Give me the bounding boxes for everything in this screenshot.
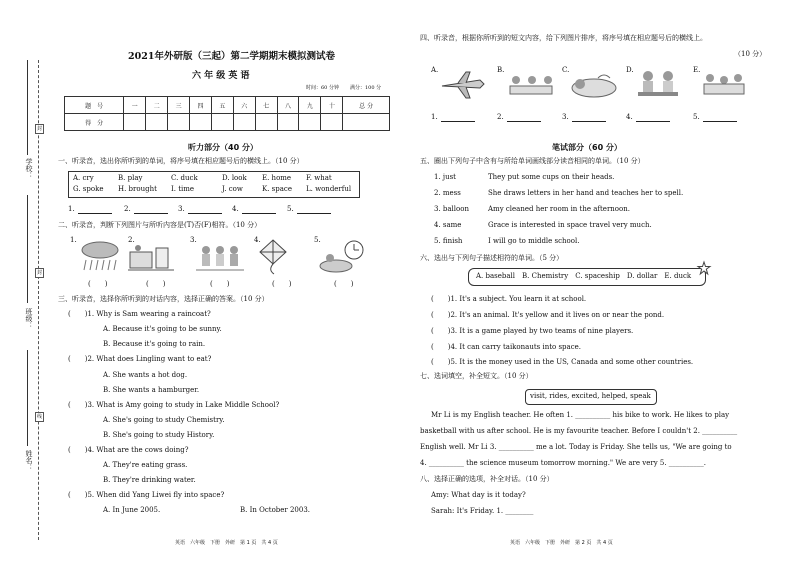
q4-letter: D. bbox=[626, 66, 634, 74]
q5-sentence[interactable]: She draws letters in her hand and teaches her to spell. bbox=[488, 189, 684, 197]
full-score: 满分：100 分 bbox=[350, 85, 382, 91]
q4-letter: B. bbox=[497, 66, 505, 74]
score-cell: 五 bbox=[211, 97, 233, 114]
q1-answer-line[interactable] bbox=[297, 213, 331, 214]
q4-answer-line[interactable] bbox=[572, 121, 606, 122]
q4-title: 四、听录音，根据你所听到的短文内容，给下列图片排序，将序号填在相应题号后的横线上。 bbox=[420, 34, 707, 42]
desk-picture bbox=[128, 244, 176, 274]
q5-sentence[interactable]: Grace is interested in space travel very much. bbox=[488, 221, 652, 229]
q1-answer-line[interactable] bbox=[78, 213, 112, 214]
score-input[interactable] bbox=[321, 114, 343, 131]
star-icon bbox=[698, 262, 710, 274]
score-cell: 十 bbox=[321, 97, 343, 114]
q5-word: 5. finish bbox=[434, 237, 463, 245]
written-heading: 笔试部分（60 分） bbox=[552, 143, 622, 152]
q3-option: A. Because it's going to be sunny. bbox=[103, 325, 222, 333]
family-picture bbox=[700, 70, 748, 100]
q1-word: H. brought bbox=[118, 185, 157, 193]
q4-letter: E. bbox=[693, 66, 701, 74]
clock-picture bbox=[318, 240, 366, 274]
q5-sentence[interactable]: I will go to middle school. bbox=[488, 237, 580, 245]
q3-option: B. They're drinking water. bbox=[103, 476, 196, 484]
q1-blank-label: 3. bbox=[178, 205, 185, 213]
q1-blank-label: 4. bbox=[232, 205, 239, 213]
q4-answer-line[interactable] bbox=[636, 121, 670, 122]
rain-picture bbox=[78, 240, 122, 274]
class-line bbox=[27, 195, 28, 303]
q1-blank-label: 2. bbox=[124, 205, 131, 213]
q2-number: 5. bbox=[314, 236, 321, 244]
q6-item[interactable]: ( )2. It's an animal. It's yellow and it lives on or near the pond. bbox=[431, 311, 665, 319]
q6-item[interactable]: ( )1. It's a subject. You learn it at school. bbox=[431, 295, 587, 303]
score-cell: 题 号 bbox=[65, 97, 124, 114]
school-label: 学校： bbox=[25, 158, 33, 179]
q3-title: 三、听录音，选择你所听到的对话内容，选择正确的答案。（10 分） bbox=[58, 295, 269, 303]
score-cell: 七 bbox=[255, 97, 277, 114]
q1-word: D. look bbox=[222, 174, 247, 182]
score-table-header-row bbox=[65, 97, 390, 114]
score-cell: 二 bbox=[146, 97, 168, 114]
score-input[interactable] bbox=[255, 114, 277, 131]
q5-word: 4. same bbox=[434, 221, 462, 229]
q2-number: 2. bbox=[128, 236, 135, 244]
q1-word: A. cry bbox=[73, 174, 94, 182]
q2-answer[interactable]: ( ) bbox=[334, 280, 354, 288]
q1-word: J. cow bbox=[222, 185, 243, 193]
q5-sentence[interactable]: They put some cups on their heads. bbox=[488, 173, 615, 181]
score-cell: 六 bbox=[233, 97, 255, 114]
children-picture bbox=[196, 244, 244, 274]
name-line bbox=[27, 350, 28, 446]
seal-mark-1: 封 bbox=[37, 126, 43, 132]
q3-option: B. She wants a hamburger. bbox=[103, 386, 200, 394]
q3-option: A. In June 2005. bbox=[103, 506, 161, 514]
score-input[interactable] bbox=[343, 114, 390, 131]
q5-title: 五、圈出下列句子中含有与所给单词画线部分读音相同的单词。（10 分） bbox=[420, 157, 645, 165]
q4-blank-label: 3. bbox=[562, 113, 569, 121]
school-line bbox=[27, 60, 28, 155]
score-cell: 总 分 bbox=[343, 97, 390, 114]
score-input[interactable] bbox=[146, 114, 168, 131]
q2-number: 1. bbox=[70, 236, 77, 244]
score-cell: 九 bbox=[299, 97, 321, 114]
q7-line[interactable]: 4. __________ the science museum tomorrow morning." We are very 5. __________. bbox=[420, 459, 706, 467]
score-cell: 三 bbox=[168, 97, 190, 114]
q1-answer-line[interactable] bbox=[134, 213, 168, 214]
q3-question[interactable]: ( )3. What is Amy going to study in Lake Middle School? bbox=[68, 401, 280, 409]
score-input[interactable] bbox=[233, 114, 255, 131]
score-cell: 四 bbox=[190, 97, 212, 114]
score-cell: 得 分 bbox=[65, 114, 124, 131]
q6-item[interactable]: ( )3. It is a game played by two teams of nine players. bbox=[431, 327, 634, 335]
q4-blank-label: 5. bbox=[693, 113, 700, 121]
q4-blank-label: 2. bbox=[497, 113, 504, 121]
q5-word: 1. just bbox=[434, 173, 456, 181]
q8-title: 八、选择正确的选项，补全对话。（10 分） bbox=[420, 475, 554, 483]
q2-number: 4. bbox=[254, 236, 261, 244]
q7-words: visit, rides, excited, helped, speak bbox=[530, 392, 651, 400]
picnic-picture bbox=[506, 72, 556, 100]
score-input[interactable] bbox=[299, 114, 321, 131]
score-input[interactable] bbox=[168, 114, 190, 131]
name-label: 姓名： bbox=[25, 450, 33, 471]
q3-question[interactable]: ( )4. What are the cows doing? bbox=[68, 446, 189, 454]
q6-title: 六、选出与下列句子描述相符的单词。（5 分） bbox=[420, 254, 564, 262]
q2-number: 3. bbox=[190, 236, 197, 244]
q6-options: A. baseball B. Chemistry C. spaceship D. dollar E. duck bbox=[476, 272, 692, 280]
q5-word: 3. balloon bbox=[434, 205, 469, 213]
score-input[interactable] bbox=[211, 114, 233, 131]
class-label: 班级： bbox=[25, 308, 33, 329]
q4-blank-label: 1. bbox=[431, 113, 438, 121]
score-cell: 一 bbox=[124, 97, 146, 114]
score-table-score-row bbox=[65, 114, 390, 131]
binding-margin bbox=[0, 0, 50, 562]
q1-answer-line[interactable] bbox=[188, 213, 222, 214]
q5-sentence[interactable]: Amy cleaned her room in the afternoon. bbox=[488, 205, 630, 213]
score-cell: 八 bbox=[277, 97, 299, 114]
listening-heading: 听力部分（40 分） bbox=[188, 143, 258, 152]
exam-time: 时间：60 分钟 bbox=[306, 85, 339, 91]
kite-picture bbox=[258, 240, 288, 276]
q6-item[interactable]: ( )4. It can carry taikonauts into space. bbox=[431, 343, 581, 351]
plane-picture bbox=[440, 70, 486, 100]
seal-mark-2: 封 bbox=[37, 270, 43, 276]
q4-answer-line[interactable] bbox=[507, 121, 541, 122]
q1-blank-label: 5. bbox=[287, 205, 294, 213]
q5-word: 2. mess bbox=[434, 189, 461, 197]
q4-score: （10 分） bbox=[734, 50, 767, 58]
score-input[interactable] bbox=[190, 114, 212, 131]
q3-question[interactable]: ( )2. What does Lingling want to eat? bbox=[68, 355, 212, 363]
q2-answer[interactable]: ( ) bbox=[272, 280, 292, 288]
q1-answer-line[interactable] bbox=[242, 213, 276, 214]
q3-option: A. She wants a hot dog. bbox=[103, 371, 188, 379]
q1-word: I. time bbox=[171, 185, 195, 193]
q8-dialogue-line: Amy: What day is it today? bbox=[431, 491, 526, 499]
q1-word: K. space bbox=[262, 185, 292, 193]
eating-picture bbox=[634, 68, 682, 100]
q6-item[interactable]: ( )5. It is the money used in the US, Canada and some other countries. bbox=[431, 358, 694, 366]
q2-answer[interactable]: ( ) bbox=[210, 280, 230, 288]
footer-right: 英语 六年级 下册 外研 第 2 页 共 4 页 bbox=[510, 540, 613, 546]
score-input[interactable] bbox=[124, 114, 146, 131]
q1-blank-label: 1. bbox=[68, 205, 75, 213]
q4-letter: A. bbox=[431, 66, 439, 74]
cut-mark: 线 bbox=[37, 414, 43, 420]
q4-answer-line[interactable] bbox=[441, 121, 475, 122]
q1-word: B. play bbox=[118, 174, 143, 182]
exam-title: 2021年外研版（三起）第二学期期末模拟测试卷 bbox=[128, 51, 335, 62]
score-input[interactable] bbox=[277, 114, 299, 131]
q3-option: B. She's going to study History. bbox=[103, 431, 215, 439]
q1-word: C. duck bbox=[171, 174, 198, 182]
q3-option: A. They're eating grass. bbox=[103, 461, 188, 469]
q3-question[interactable]: ( )1. Why is Sam wearing a raincoat? bbox=[68, 310, 211, 318]
q2-title: 二、听录音，判断下列图片与所听内容是(T)否(F)相符。（10 分） bbox=[58, 221, 262, 229]
q4-letter: C. bbox=[562, 66, 570, 74]
q3-option: B. In October 2003. bbox=[240, 506, 311, 514]
q4-answer-line[interactable] bbox=[703, 121, 737, 122]
q7-title: 七、选词填空，补全短文。（10 分） bbox=[420, 372, 533, 380]
q1-word: L. wonderful bbox=[306, 185, 352, 193]
q1-word: F. what bbox=[306, 174, 332, 182]
q7-line[interactable]: Mr Li is my English teacher. He often 1. __________ his bike to work. He likes to play bbox=[431, 411, 730, 419]
q2-answer[interactable]: ( ) bbox=[146, 280, 166, 288]
sleeping-picture bbox=[568, 70, 620, 100]
score-table bbox=[64, 96, 390, 131]
q3-option: A. She's going to study Chemistry. bbox=[103, 416, 225, 424]
footer-left: 英语 六年级 下册 外研 第 1 页 共 4 页 bbox=[175, 540, 278, 546]
q3-question[interactable]: ( )5. When did Yang Liwei fly into space? bbox=[68, 491, 225, 499]
q7-line[interactable]: English well. Mr Li 3. __________ me a lot. Today is Friday. She tells us, "We are going to bbox=[420, 443, 732, 451]
q4-blank-label: 4. bbox=[626, 113, 633, 121]
q8-dialogue-line[interactable]: Sarah: It's Friday. 1. ________ bbox=[431, 507, 534, 515]
subject-title: 六 年 级 英 语 bbox=[192, 71, 250, 81]
q7-line[interactable]: basketball with us after school. He is my favourite teacher. Before I couldn't 2. __________ bbox=[420, 427, 738, 435]
q1-word: G. spoke bbox=[73, 185, 104, 193]
q1-word: E. home bbox=[262, 174, 292, 182]
q3-option: B. Because it's going to rain. bbox=[103, 340, 206, 348]
q2-answer[interactable]: ( ) bbox=[88, 280, 108, 288]
q1-title: 一、听录音，选出你所听到的单词，将序号填在相应题号后的横线上。（10 分） bbox=[58, 157, 304, 165]
